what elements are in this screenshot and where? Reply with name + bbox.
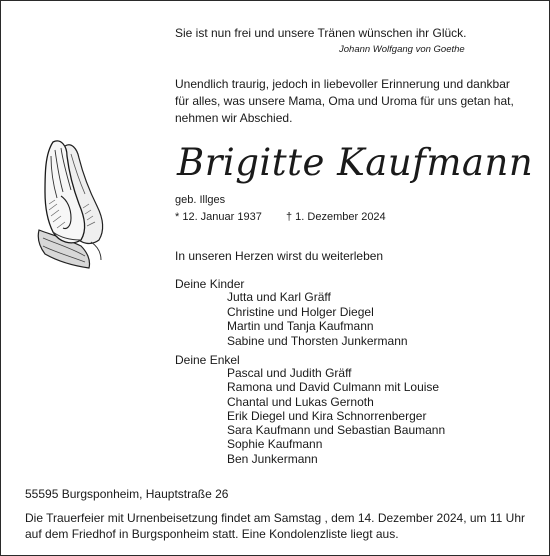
list-item: Martin und Tanja Kaufmann xyxy=(227,319,374,333)
deceased-name: Brigitte Kaufmann xyxy=(177,141,534,184)
list-item: Ben Junkermann xyxy=(227,451,318,466)
quote-text: Sie ist nun frei und unsere Tränen wünschen ihr Glück. xyxy=(175,26,467,40)
list-item: Sara Kaufmann und Sebastian Baumann xyxy=(227,423,446,438)
death-date: † 1. Dezember 2024 xyxy=(286,211,386,223)
birth-date: * 12. Januar 1937 xyxy=(175,211,262,223)
list-item: Pascal und Judith Gräff xyxy=(227,366,352,380)
grandchildren-list xyxy=(227,366,445,466)
intro-text xyxy=(175,76,514,127)
intro-line: Unendlich traurig, jedoch in liebevoller Erinnerung und dankbar xyxy=(175,77,510,91)
service-info xyxy=(25,510,525,542)
list-item: Sabine und Thorsten Junkermann xyxy=(227,333,408,348)
intro-line: nehmen wir Abschied. xyxy=(175,111,293,125)
list-item: Christine und Holger Diegel xyxy=(227,304,374,319)
list-item: Ramona und David Culmann mit Louise xyxy=(227,380,440,395)
list-item: Sophie Kaufmann xyxy=(227,437,323,452)
service-line: Die Trauerfeier mit Urnenbeisetzung findet am Samstag , dem 14. Dezember 2024, um 11 Uhr xyxy=(25,511,526,525)
service-line: auf dem Friedhof in Burgsponheim statt. Eine Kondolenzliste liegt aus. xyxy=(25,527,399,541)
quote-author: Johann Wolfgang von Goethe xyxy=(339,44,465,55)
motto-text: In unseren Herzen wirst du weiterleben xyxy=(175,249,384,263)
list-item: Erik Diegel und Kira Schnorrenberger xyxy=(227,408,427,423)
list-item: Chantal und Lukas Gernoth xyxy=(227,394,374,409)
praying-hands-icon xyxy=(31,134,113,271)
grandchildren-label: Deine Enkel xyxy=(175,353,240,367)
children-list xyxy=(227,290,408,348)
children-label: Deine Kinder xyxy=(175,277,245,291)
list-item: Jutta und Karl Gräff xyxy=(227,290,331,304)
intro-line: für alles, was unsere Mama, Oma und Uroma für uns getan hat, xyxy=(175,94,514,108)
maiden-name: geb. Illges xyxy=(175,194,226,206)
address-text: 55595 Burgsponheim, Hauptstraße 26 xyxy=(25,487,229,501)
